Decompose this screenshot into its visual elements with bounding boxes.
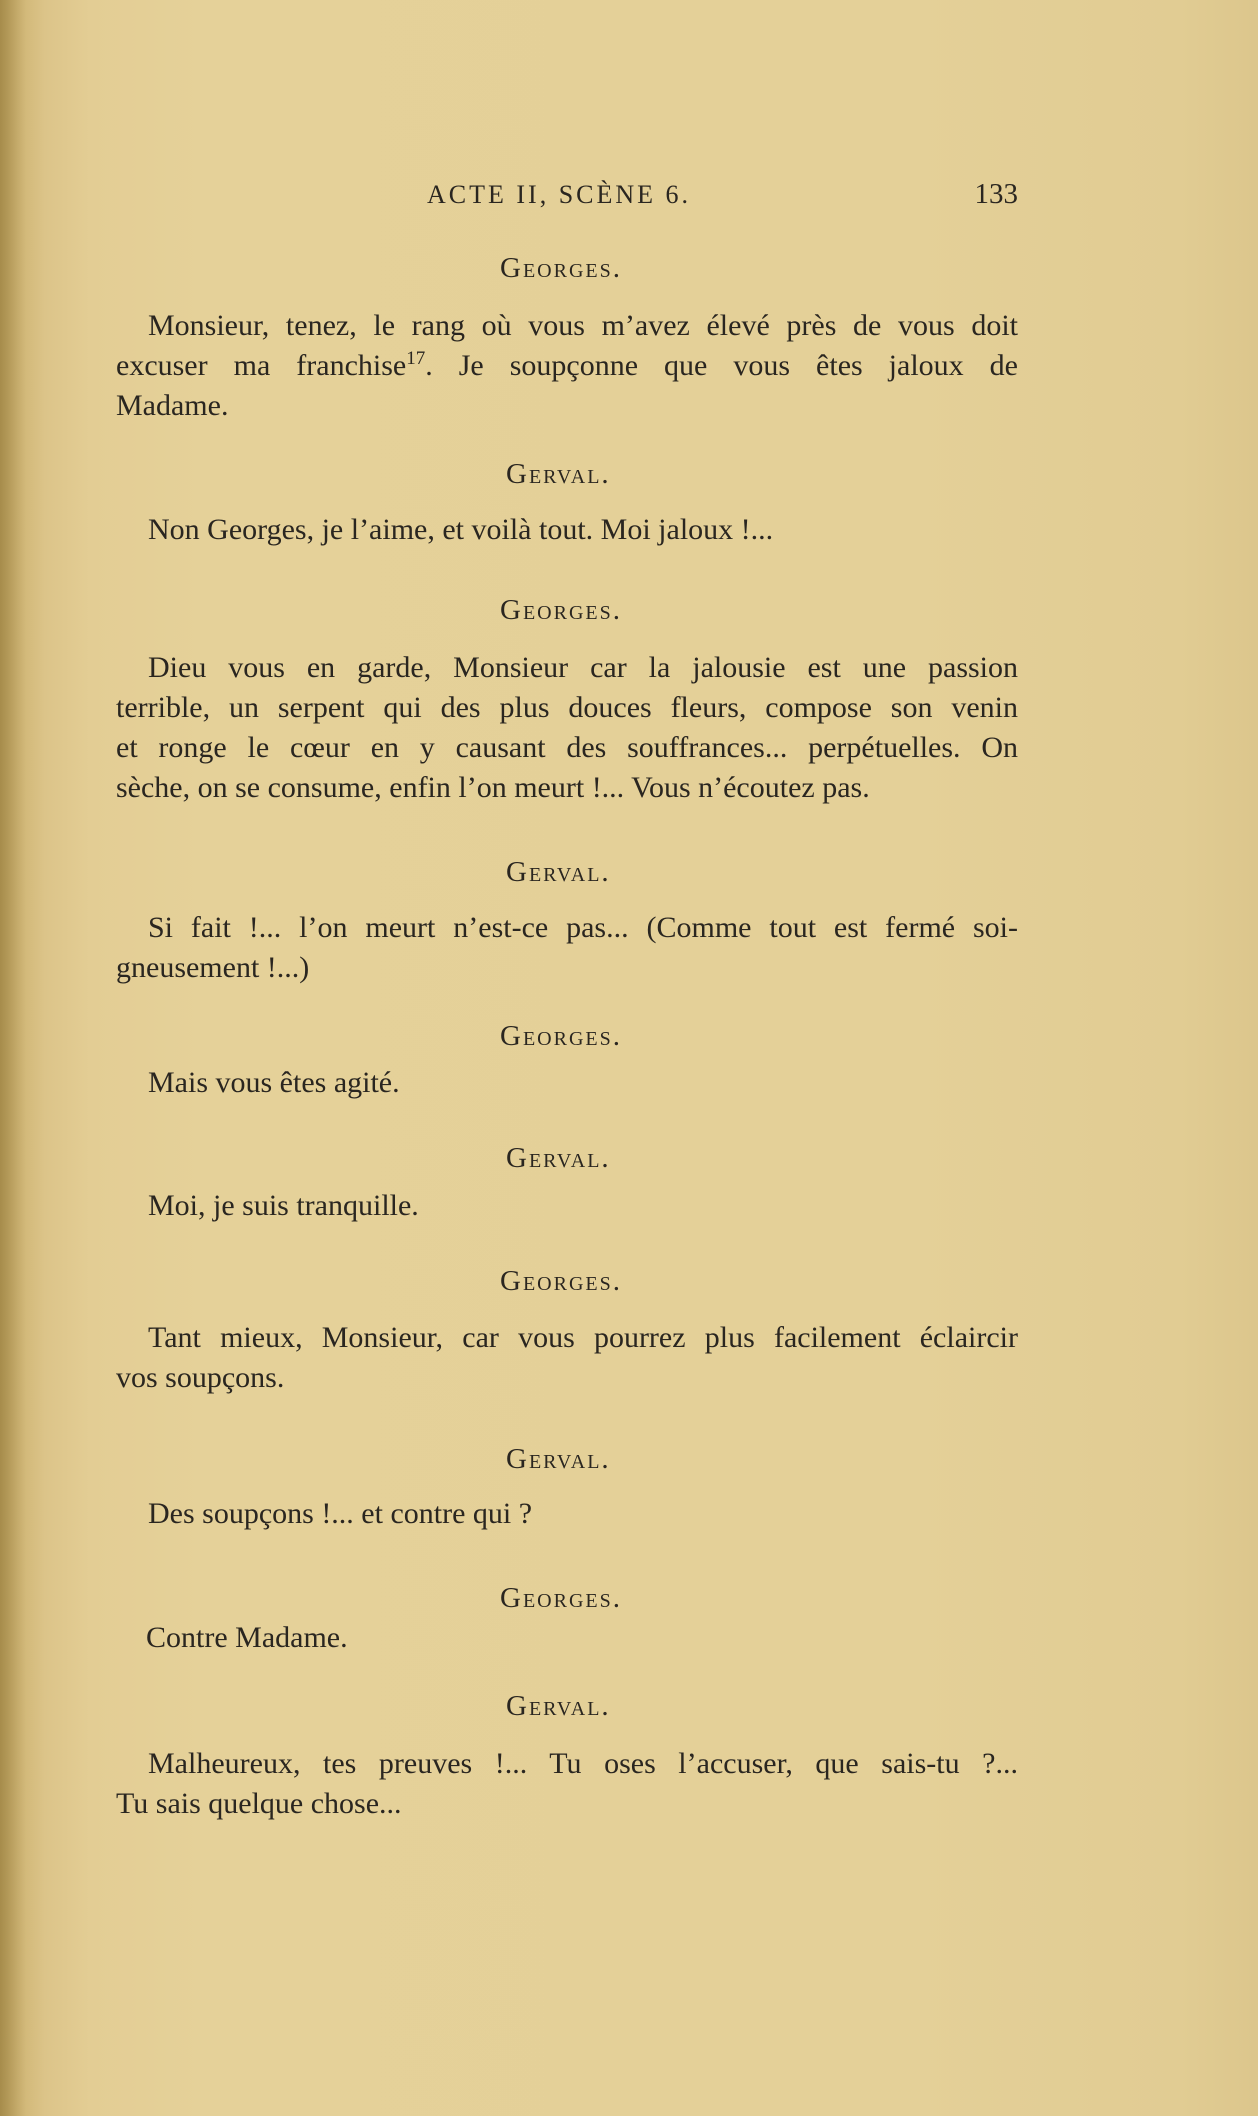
dialogue-line: sèche, on se consume, enfin l’on meurt !... Vous n’écoutez pas.	[116, 771, 870, 804]
dialogue-line: Contre Madame.	[146, 1621, 348, 1654]
speaker-name: Gerval.	[506, 1443, 611, 1475]
running-head: ACTE II, SCÈNE 6.	[427, 180, 692, 209]
dialogue-line: Dieu vous en garde, Monsieur car la jalousie est une passion	[148, 651, 1018, 684]
dialogue-line: Non Georges, je l’aime, et voilà tout. Moi jaloux !...	[148, 513, 774, 546]
dialogue-line-with-footnote	[116, 346, 1018, 386]
dialogue-line: Madame.	[116, 389, 229, 422]
speaker-name: Gerval.	[506, 1690, 611, 1722]
dialogue-line: Malheureux, tes preuves !... Tu oses l’accuser, que sais-tu ?...	[148, 1747, 1018, 1780]
dialogue-line: Tu sais quelque chose...	[116, 1787, 402, 1820]
speaker-name: Georges.	[500, 594, 622, 626]
speaker-name: Georges.	[500, 1582, 622, 1614]
dialogue-line: Des soupçons !... et contre qui ?	[148, 1497, 533, 1530]
dialogue-line: et ronge le cœur en y causant des souffrances... perpétuelles. On	[116, 731, 1018, 764]
dialogue-line: Mais vous êtes agité.	[148, 1066, 400, 1099]
dialogue-line: vos soupçons.	[116, 1361, 285, 1394]
dialogue-line: terrible, un serpent qui des plus douces fleurs, compose son venin	[116, 691, 1018, 724]
dialogue-line: Tant mieux, Monsieur, car vous pourrez plus facilement éclaircir	[148, 1321, 1018, 1354]
speaker-name: Georges.	[500, 1020, 622, 1052]
dialogue-text: excuser ma franchise	[116, 349, 407, 382]
footnote-ref: 17	[406, 348, 426, 369]
spine-shadow	[0, 0, 26, 2116]
speaker-name: Gerval.	[506, 458, 611, 490]
speaker-name: Gerval.	[506, 1142, 611, 1174]
speaker-name: Georges.	[500, 252, 622, 284]
dialogue-text: . Je soupçonne que vous êtes jaloux de	[425, 349, 1018, 382]
dialogue-line: gneusement !...)	[116, 951, 310, 984]
dialogue-line: Moi, je suis tranquille.	[148, 1189, 419, 1222]
speaker-name: Georges.	[500, 1265, 622, 1297]
dialogue-line: Si fait !... l’on meurt n’est-ce pas... (Comme tout est fermé soi-	[148, 911, 1018, 944]
page-number: 133	[974, 178, 1018, 210]
speaker-name: Gerval.	[506, 856, 611, 888]
page-header	[112, 180, 1018, 220]
dialogue-line: Monsieur, tenez, le rang où vous m’avez élevé près de vous doit	[148, 309, 1018, 342]
